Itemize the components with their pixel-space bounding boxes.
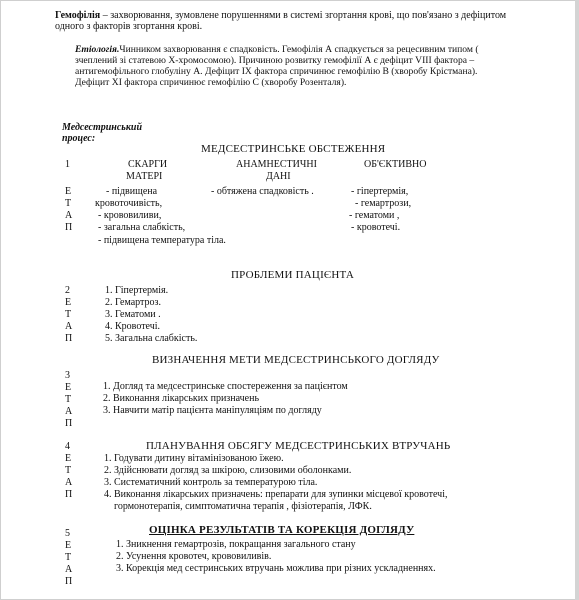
definition-term: Гемофілія <box>55 10 101 21</box>
stage2-letter-t: Т <box>65 309 72 320</box>
stage2-letter-p: П <box>65 333 73 344</box>
stage5-letter-a: А <box>65 564 73 575</box>
stage1-number: 1 <box>65 159 70 170</box>
plan-1: 1. Годувати дитину вітамінізованою їжею. <box>104 453 284 464</box>
stage1-letter-a: А <box>65 210 73 221</box>
stage3-letter-t: Т <box>65 394 72 405</box>
complaint-1: - підвищена <box>106 186 158 197</box>
stage5-letter-p: П <box>65 576 73 587</box>
stage1-col2-header-1: АНАМНЕСТИЧНІ <box>236 159 317 170</box>
anamnesis-1: - обтяжена спадковість . <box>211 186 314 197</box>
stage2-number: 2 <box>65 285 70 296</box>
complaint-3: - крововиливи, <box>98 210 162 221</box>
problem-5: 5. Загальна слабкість. <box>105 333 198 344</box>
stage4-number: 4 <box>65 441 70 452</box>
stage4-letter-p: П <box>65 489 73 500</box>
etiology-label: Етіологія. <box>75 44 120 55</box>
objective-2: - гемартрози, <box>355 198 412 209</box>
stage4-title: ПЛАНУВАННЯ ОБСЯГУ МЕДСЕСТРИНСЬКИХ ВТРУЧАНЬ <box>146 440 451 452</box>
complaint-5: - підвищена температура тіла. <box>98 235 226 246</box>
objective-4: - кровотечі. <box>351 222 401 233</box>
stage1-col1-header-1: СКАРГИ <box>128 159 168 170</box>
stage3-number: 3 <box>65 370 70 381</box>
stage3-letter-e: Е <box>65 382 72 393</box>
stage5-letter-e: Е <box>65 540 72 551</box>
stage5-number: 5 <box>65 528 70 539</box>
stage1-letter-t: Т <box>65 198 72 209</box>
stage3-letter-a: А <box>65 406 73 417</box>
objective-3: - гематоми , <box>349 210 400 221</box>
stage3-letter-p: П <box>65 418 73 429</box>
objective-1: - гіпертермія, <box>351 186 409 197</box>
plan-4-continued: гормонотерапія, симптоматична терапія , фізіотерапія, ЛФК. <box>114 501 372 512</box>
etiology-paragraph <box>75 44 495 88</box>
evaluation-3: 3. Корекція мед сестринських втручань можлива при різних ускладненнях. <box>116 563 436 574</box>
stage1-letter-e: Е <box>65 186 72 197</box>
complaint-4: - загальна слабкість, <box>98 222 186 233</box>
problem-4: 4. Кровотечі. <box>105 321 161 332</box>
stage3-title: ВИЗНАЧЕННЯ МЕТИ МЕДСЕСТРИНСЬКОГО ДОГЛЯДУ <box>152 354 440 366</box>
goal-2: 2. Виконання лікарських призначень <box>103 393 260 404</box>
complaint-2: кровоточивість, <box>95 198 163 209</box>
stage2-letter-a: А <box>65 321 73 332</box>
stage4-letter-e: Е <box>65 453 72 464</box>
goal-3: 3. Навчити матір пацієнта маніпуляціям по догляду <box>103 405 322 416</box>
page-shadow <box>575 0 579 600</box>
etiology-text: Чинником захворювання є спадковість. Гемофілія А спадкується за рецесивним типом ( зчеплений зі статевою Х-хромосомою). Причиною розвитку гемофілії А є дефіцит VIII фактора – антигемофільного глобуліну А. Дефіцит IX фактора спричинює гемофілію В (хворобу Крістмана). Дефіцит XI фактора спричинює гемофілію С (хворобу Розенталя). <box>75 44 479 88</box>
goal-1: 1. Догляд та медсестринське спостереження за пацієнтом <box>103 381 348 392</box>
stage5-title: ОЦІНКА РЕЗУЛЬТАТІВ ТА КОРЕКЦІЯ ДОГЛЯДУ <box>149 524 415 536</box>
evaluation-2: 2. Усунення кровотеч, крововиливів. <box>116 551 272 562</box>
stage5-letter-t: Т <box>65 552 72 563</box>
problem-1: 1. Гіпертермія. <box>105 285 169 296</box>
definition-paragraph <box>55 10 525 32</box>
stage4-letter-a: А <box>65 477 73 488</box>
stage1-col2-header-2: ДАНІ <box>266 171 291 182</box>
problem-2: 2. Гемартроз. <box>105 297 161 308</box>
stage2-letter-e: Е <box>65 297 72 308</box>
stage1-col3-header: ОБ'ЄКТИВНО <box>364 159 427 170</box>
problem-3: 3. Гематоми . <box>105 309 161 320</box>
stage1-title: МЕДСЕСТРИНСЬКЕ ОБСТЕЖЕННЯ <box>201 143 386 155</box>
stage4-letter-t: Т <box>65 465 72 476</box>
plan-2: 2. Здійснювати догляд за шкірою, слизовими оболонками. <box>104 465 352 476</box>
stage1-col1-header-2: МАТЕРІ <box>126 171 163 182</box>
stage2-title: ПРОБЛЕМИ ПАЦІЄНТА <box>231 269 355 281</box>
nursing-process-label-2: процес: <box>62 133 96 144</box>
evaluation-1: 1. Зникнення гемартрозів, покращання загального стану <box>116 539 356 550</box>
definition-text: – захворювання, зумовлене порушеннями в системі згортання крові, що пов'язано з дефіцитом одного з факторів згортання крові. <box>55 10 507 32</box>
plan-4: 4. Виконання лікарських призначень: препарати для зупинки місцевої кровотечі, <box>104 489 448 500</box>
plan-3: 3. Систематичний контроль за температурою тіла. <box>104 477 318 488</box>
stage1-letter-p: П <box>65 222 73 233</box>
nursing-process-label-1: Медсестринський <box>62 122 143 133</box>
